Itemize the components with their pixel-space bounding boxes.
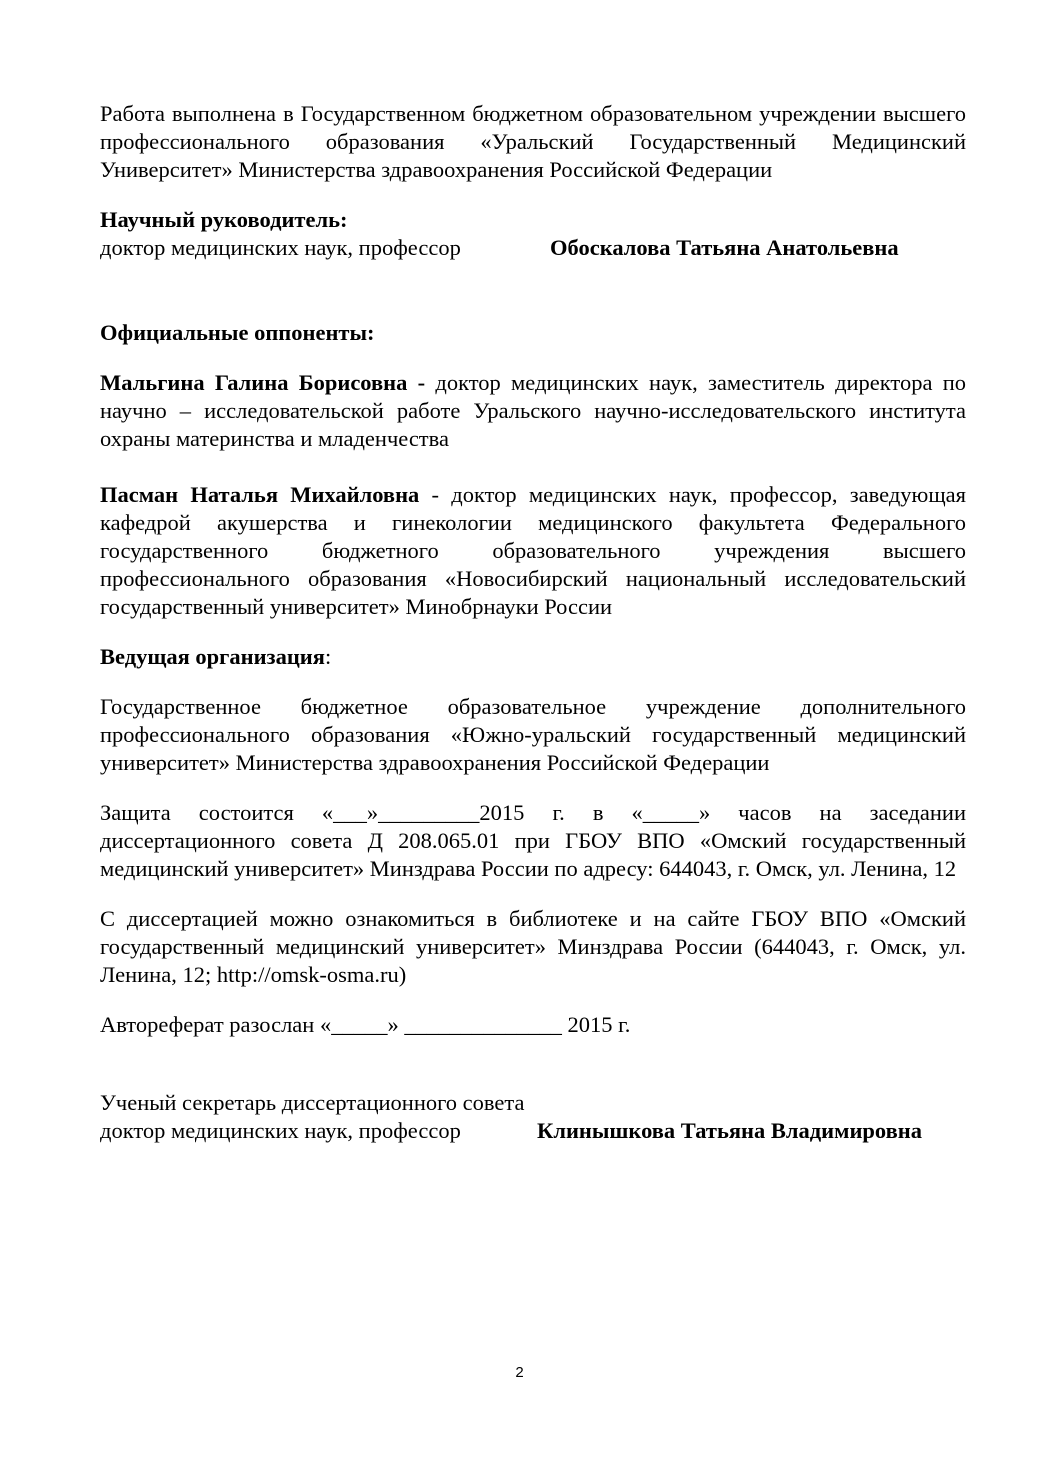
- opponent-1: [100, 369, 966, 453]
- secretary-name: Клинышкова Татьяна Владимировна: [537, 1118, 922, 1143]
- secretary-title: Ученый секретарь диссертационного совета: [100, 1090, 525, 1115]
- library-paragraph: С диссертацией можно ознакомиться в библиотеке и на сайте ГБОУ ВПО «Омский государственный медицинский университет» Минздрава России (644043, г. Омск, ул. Ленина, 12; http://omsk-osma.ru): [100, 906, 966, 987]
- opponent-1-name: Мальгина Галина Борисовна -: [100, 370, 426, 395]
- opponent-1-text: доктор медицинских наук, заместитель директора по научно – исследовательской работе Уральского научно-исследовательского института охраны материнства и младенчества: [100, 370, 967, 451]
- supervisor-name: Обоскалова Татьяна Анатольевна: [550, 235, 899, 260]
- supervisor-degree: доктор медицинских наук, профессор: [100, 235, 461, 260]
- lead-org-heading: Ведущая организация: [100, 644, 325, 669]
- intro-paragraph: Работа выполнена в Государственном бюджетном образовательном учреждении высшего профессионального образования «Уральский Государственный Медицинский Университет» Министерства здравоохранения Российской Федерации: [100, 101, 966, 182]
- supervisor-heading: Научный руководитель:: [100, 207, 348, 232]
- opponent-2-name: Пасман Наталья Михайловна: [100, 482, 420, 507]
- page-number: 2: [515, 1364, 524, 1381]
- lead-org-heading-line: [100, 643, 966, 671]
- supervisor-row: [100, 234, 966, 262]
- opponents-heading: Официальные оппоненты:: [100, 320, 375, 345]
- opponent-2: [100, 481, 966, 621]
- lead-org-colon: :: [324, 644, 332, 669]
- secretary-row: [100, 1117, 966, 1145]
- secretary-degree: доктор медицинских наук, профессор: [100, 1118, 461, 1143]
- lead-org-text: Государственное бюджетное образовательное учреждение дополнительного профессионального образования «Южно-уральский государственный медицинский университет» Министерства здравоохранения Российской Федерации: [100, 694, 966, 775]
- defense-paragraph: Защита состоится «___»_________2015 г. в «_____» часов на заседании диссертационного совета Д 208.065.01 при ГБОУ ВПО «Омский государственный медицинский университет» Минздрава России по адресу: 644043, г. Омск, ул. Ленина, 12: [100, 800, 966, 881]
- document-page: [100, 100, 966, 1145]
- abstract-sent: Автореферат разослан «_____» ______________ 2015 г.: [100, 1012, 631, 1037]
- opponent-2-text: - доктор медицинских наук, профессор, заведующая кафедрой акушерства и гинекологии медицинского факультета Федерального государственного бюджетного образовательного учреждения высшего профессионального образования «Новосибирский национальный исследовательский государственный университет» Минобрнауки России: [100, 482, 966, 619]
